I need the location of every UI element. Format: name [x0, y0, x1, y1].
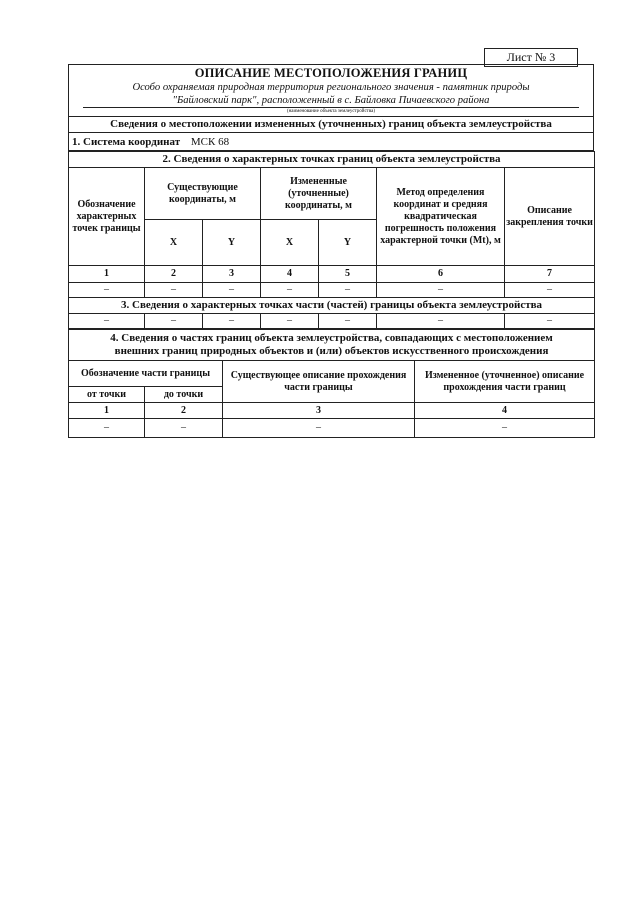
table-cell: – [377, 283, 505, 298]
column-number: 7 [505, 266, 595, 283]
col-to-point: до точки [145, 387, 223, 403]
table-cell: – [145, 419, 223, 438]
col-changed-x: X [261, 220, 319, 266]
table-cell: – [505, 314, 595, 329]
table-cell: – [145, 283, 203, 298]
table-row [69, 314, 595, 329]
table-cell: – [261, 283, 319, 298]
table-cell: – [319, 314, 377, 329]
sheet-number: Лист № 3 [484, 48, 578, 67]
table-cell: – [415, 419, 595, 438]
changed-boundaries-header-table [68, 116, 594, 151]
object-name-line2: "Байловский парк", расположенный в с. Байловка Пичаевского района [172, 95, 490, 106]
table-cell: – [69, 419, 145, 438]
section4-title-line1: 4. Сведения о частях границ объекта землеустройства, совпадающих с местоположением [110, 332, 553, 344]
coordinate-system-value: МСК 68 [190, 135, 230, 148]
boundary-description-document [68, 64, 594, 438]
column-number: 2 [145, 403, 223, 419]
column-number: 6 [377, 266, 505, 283]
col-existing-y: Y [203, 220, 261, 266]
section4-title [69, 330, 595, 361]
coordinate-system-label: 1. Система координат [72, 135, 181, 148]
table-cell: – [203, 283, 261, 298]
table-cell: – [203, 314, 261, 329]
col-method-accuracy: Метод определения координат и средняя квадратическая погрешность положения характерной точки (Mt), м [377, 168, 505, 266]
column-number: 1 [69, 403, 145, 419]
column-number: 3 [223, 403, 415, 419]
column-numbers-row [69, 403, 595, 419]
col-part-designation: Обозначение части границы [69, 361, 223, 387]
column-number: 2 [145, 266, 203, 283]
table-cell: – [505, 283, 595, 298]
document-title: ОПИСАНИЕ МЕСТОПОЛОЖЕНИЯ ГРАНИЦ [194, 66, 468, 80]
col-changed-y: Y [319, 220, 377, 266]
section4-parts-table [68, 329, 595, 438]
table-cell: – [377, 314, 505, 329]
col-changed-coordinates: Измененные (уточненные) координаты, м [261, 168, 377, 220]
column-numbers-row [69, 266, 595, 283]
col-existing-description: Существующее описание прохождения части границы [223, 361, 415, 403]
table-cell: – [319, 283, 377, 298]
column-number: 4 [261, 266, 319, 283]
col-existing-coordinates: Существующие координаты, м [145, 168, 261, 220]
col-point-designation: Обозначение характерных точек границы [69, 168, 145, 266]
column-number: 5 [319, 266, 377, 283]
col-changed-description: Измененное (уточненное) описание прохождения части границ [415, 361, 595, 403]
col-from-point: от точки [69, 387, 145, 403]
section2-title: 2. Сведения о характерных точках границ объекта землеустройства [69, 152, 595, 168]
table-cell: – [69, 314, 145, 329]
table-cell: – [69, 283, 145, 298]
section3-title: 3. Сведения о характерных точках части (частей) границы объекта землеустройства [69, 298, 595, 314]
object-name-caption: (наименование объекта землеустройства) [83, 107, 579, 116]
column-number: 1 [69, 266, 145, 283]
column-number: 3 [203, 266, 261, 283]
col-fixing-description: Описание закрепления точки [505, 168, 595, 266]
document-header [68, 64, 594, 116]
section2-points-table [68, 151, 595, 329]
table-cell: – [261, 314, 319, 329]
col-existing-x: X [145, 220, 203, 266]
section4-title-line2: внешних границ природных объектов и (или) объектов искусственного происхождения [114, 345, 549, 357]
coordinate-system-row [69, 133, 594, 151]
column-number: 4 [415, 403, 595, 419]
section-changed-title: Сведения о местоположении измененных (уточненных) границ объекта землеустройства [69, 117, 594, 133]
table-cell: – [145, 314, 203, 329]
table-row [69, 419, 595, 438]
table-row [69, 283, 595, 298]
object-name-line1: Особо охраняемая природная территория регионального значения - памятник природы [132, 82, 530, 93]
table-cell: – [223, 419, 415, 438]
